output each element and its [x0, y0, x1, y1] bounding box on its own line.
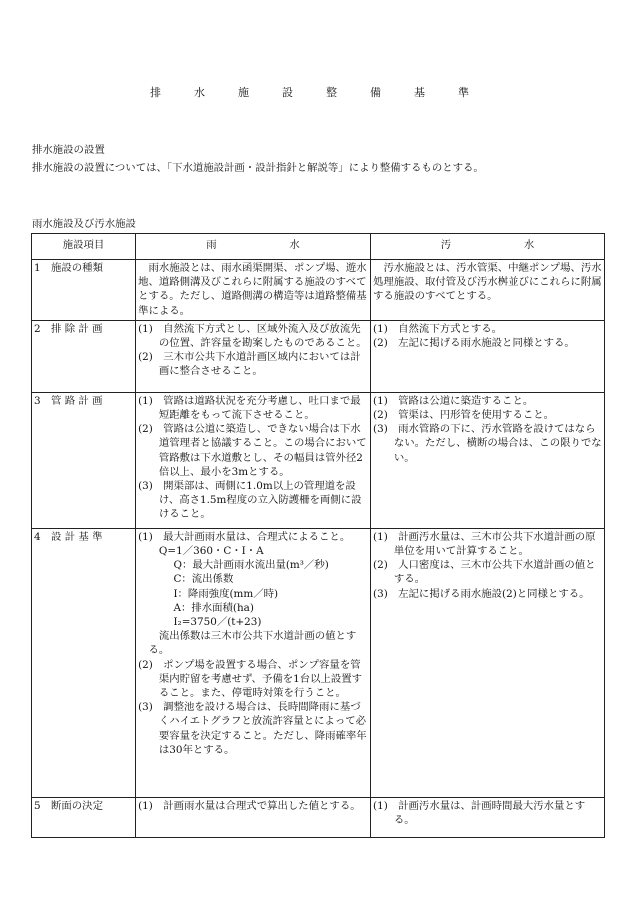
list-item: (2) ポンプ場を設置する場合、ポンプ容量を管渠内貯留を考慮せず、予備を1台以上設置すること。また、停電時対策を行うこと。 — [138, 658, 363, 700]
list-item: (3) 左記に掲げる雨水施設(2)と同様とする。 — [373, 587, 590, 600]
formula-definition: C：流出係数 — [173, 573, 234, 586]
list-item: (1) 計画汚水量は、三木市公共下水道計画の原単位を用いて計算すること。 — [373, 530, 596, 558]
list-item: (2) 管渠は、円形管を使用すること。 — [373, 409, 555, 422]
drainage-standards-table — [31, 233, 605, 838]
list-item: (2) 左記に掲げる雨水施設と同様とする。 — [373, 337, 575, 350]
table-row — [32, 392, 605, 528]
list-item: (2) 三木市公共下水道計画区域内においては計画に整合させること。 — [138, 351, 361, 378]
formula-definition: I₂=3750／(t+23) — [173, 616, 262, 629]
formula-definition: Q：最大計画雨水流出量(m³／秒) — [173, 559, 329, 572]
sewage-cell — [371, 260, 605, 321]
list-item: (2) 管路は公道に築造し、できない場合は下水道管理者と協議すること。この場合において管路敷は下水道敷とし、その幅員は管外径2倍以上、最小を3mとする。 — [138, 423, 367, 478]
list-item: (3) 開渠部は、両側に1.0m以上の管理道を設け、高さ1.5m程度の立入防護柵を両側に設けること。 — [138, 480, 362, 521]
list-item: (1) 計画汚水量は、計画時間最大汚水量とする。 — [373, 799, 586, 827]
formula: Q=1／360・C・I・A — [158, 545, 264, 558]
list-item: (3) 雨水管路の下に、汚水管路を設けてはならない。ただし、横断の場合は、この限りでない。 — [373, 423, 602, 464]
list-item: (1) 管路は公道に築造すること。 — [373, 394, 534, 407]
list-item: (1) 計画雨水量は合理式で算出した値とする。 — [138, 799, 361, 812]
list-item: (2) 人口密度は、三木市公共下水道計画の値とする。 — [373, 559, 596, 586]
list-item: (1) 最大計画雨水量は、合理式によること。 — [138, 530, 351, 543]
list-item: (1) 自然流下方式とする。 — [373, 322, 503, 335]
header-rain: 雨 水 — [136, 234, 371, 260]
section-heading-installation: 排水施設の設置 — [32, 144, 105, 156]
row-label: 5 断面の決定 — [32, 797, 136, 837]
rain-cell — [136, 797, 371, 837]
section-text-installation: 排水施設の設置については、「下水道施設計画・設計指針と解説等」により整備するものとする。 — [32, 162, 484, 174]
section-heading-facilities: 雨水施設及び汚水施設 — [32, 218, 136, 230]
table-row — [32, 528, 605, 797]
table-row — [32, 260, 605, 321]
table-row — [32, 320, 605, 392]
table-row — [32, 797, 605, 837]
list-item: (3) 調整池を設ける場合は、長時間降雨に基づくハイエトグラフと放流許容量とによって必要容量を決定すること。ただし、降雨確率年は30年とする。 — [138, 701, 367, 756]
rain-cell — [136, 528, 371, 797]
list-item: (1) 管路は道路状況を充分考慮し、吐口まで最短距離をもって流下させること。 — [138, 394, 361, 422]
formula-definition: A：排水面積(ha) — [173, 601, 254, 614]
rain-cell — [136, 392, 371, 528]
row-label: 3 管 路 計 画 — [32, 392, 136, 528]
list-item: (1) 自然流下方式とし、区域外流入及び放流先の位置、許容量を勘案したものであること。 — [138, 322, 367, 350]
table-header-row — [32, 234, 605, 260]
rain-note: 流出係数は三木市公共下水道計画の値とする。 — [148, 630, 357, 657]
sewage-cell — [371, 392, 605, 528]
sewage-cell — [371, 528, 605, 797]
header-sewage: 汚 水 — [371, 234, 605, 260]
header-item: 施設項目 — [32, 234, 136, 260]
row-label: 2 排 除 計 画 — [32, 320, 136, 392]
formula-definition: I：降雨強度(mm／時) — [173, 587, 279, 600]
rain-cell — [136, 320, 371, 392]
sewage-cell — [371, 797, 605, 837]
rain-cell — [136, 260, 371, 321]
page-title: 排 水 施 設 整 備 基 準 — [150, 86, 480, 99]
rain-text: 雨水施設とは、雨水函渠開渠、ポンプ場、遊水地、道路側溝及びこれらに附属する施設のすべてとする。ただし、道路側溝の構造等は道路整備基準による。 — [138, 262, 367, 317]
sewage-text: 汚水施設とは、汚水管渠、中継ポンプ場、汚水処理施設、取付管及び汚水桝並びにこれらに附属する施設のすべてとする。 — [373, 262, 602, 303]
row-label: 1 施設の種類 — [32, 260, 136, 321]
row-label: 4 設 計 基 準 — [32, 528, 136, 797]
sewage-cell — [371, 320, 605, 392]
